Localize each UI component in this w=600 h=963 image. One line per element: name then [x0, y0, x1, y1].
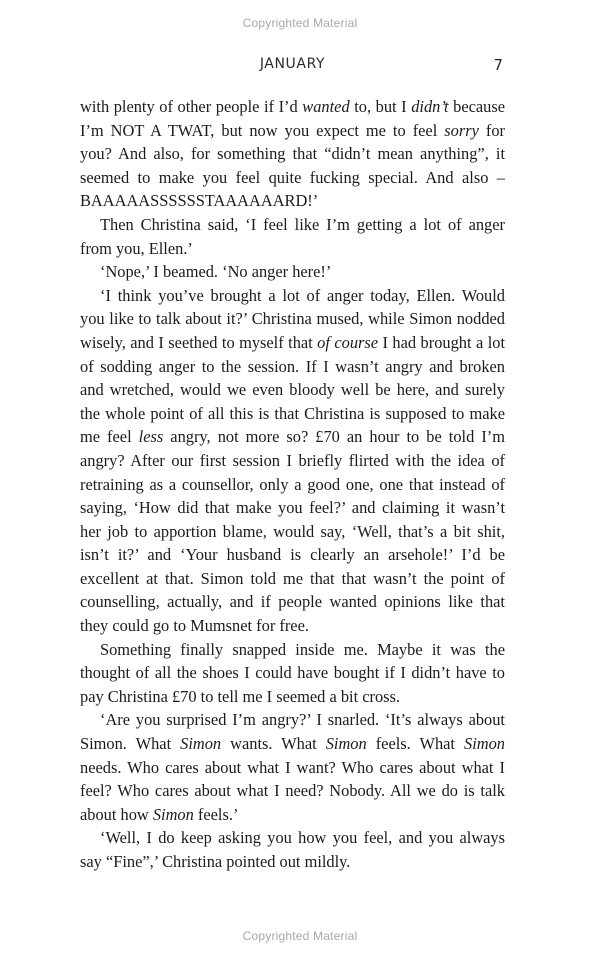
paragraph — [80, 260, 505, 284]
text-run: ‘I think you’ve brought a lot of anger today, Ellen. Would you like to talk about it?’ Christina mused, while Simon nodded wisely, and I seethed to myself that — [80, 285, 505, 352]
paragraph — [80, 95, 505, 213]
italic-text: Simon — [464, 734, 505, 754]
body-text — [80, 95, 505, 874]
text-run: I had brought a lot of sodding anger to the session. If I wasn’t angry and broken and wretched, would we even bloody well be here, and surely the whole point of all this is that Christina is supposed to make me feel — [80, 332, 506, 447]
text-run: ‘Nope,’ I beamed. ‘No anger here!’ — [100, 262, 332, 282]
text-run: wants. What — [221, 734, 326, 754]
chapter-title: JANUARY — [259, 56, 326, 72]
text-run: ‘Well, I do keep asking you how you feel, and you always say “Fine”,’ Christina pointed out mildly. — [80, 828, 505, 871]
paragraph — [80, 826, 505, 873]
paragraph — [80, 284, 505, 638]
italic-text: Simon — [325, 734, 367, 754]
italic-text: of course — [317, 332, 379, 352]
italic-text: sorry — [444, 120, 479, 140]
text-run: feels.’ — [193, 804, 239, 824]
text-run: ‘Are you surprised I’m angry?’ I snarled. ‘It’s always about Simon. What — [80, 710, 505, 754]
watermark-bottom: Copyrighted Material — [242, 929, 358, 943]
italic-text: less — [138, 427, 164, 447]
text-run: because I’m NOT A TWAT, but now you expect me to feel — [80, 97, 506, 140]
text-run: feels. What — [366, 734, 464, 754]
paragraph — [80, 213, 505, 260]
italic-text: Simon — [180, 734, 222, 754]
page-number: 7 — [493, 56, 503, 74]
text-run: needs. Who cares about what I want? Who cares about what I feel? Who cares about what I need? Nobody. All we do is talk about how — [80, 757, 505, 824]
text-run: for you? And also, for something that “didn’t mean anything”, it seemed to make you feel quite fucking special. And also – BAAAAASSSSSSTAAAAAARD!’ — [80, 120, 505, 211]
italic-text: didn’t — [411, 97, 449, 116]
text-run: with plenty of other people if I’d — [80, 97, 303, 116]
paragraph — [80, 708, 505, 826]
italic-text: Simon — [152, 804, 194, 824]
watermark-top: Copyrighted Material — [242, 16, 358, 30]
text-run: to, but I — [349, 97, 412, 116]
text-run: Something finally snapped inside me. Maybe it was the thought of all the shoes I could have bought if I didn’t have to pay Christina £70 to tell me I seemed a bit cross. — [80, 639, 505, 706]
italic-text: wanted — [302, 97, 350, 116]
text-run: Then Christina said, ‘I feel like I’m getting a lot of anger from you, Ellen.’ — [80, 214, 505, 258]
text-run: angry, not more so? £70 an hour to be told I’m angry? After our first session I briefly flirted with the idea of retraining as a counsellor, only a good one, one that instead of saying, ‘How did that make you feel?’ and claiming it wasn’t her job to apportion blame, would say, ‘Well, that’s a bit shit, isn’t it?’ and ‘Your husband is clearly an arsehole!’ I’d be excellent at that. Simon told me that that wasn’t the point of counselling, actually, and if people wanted opinions like that they could go to Mumsnet for free. — [80, 427, 505, 636]
paragraph — [80, 638, 505, 709]
running-head — [80, 56, 505, 78]
